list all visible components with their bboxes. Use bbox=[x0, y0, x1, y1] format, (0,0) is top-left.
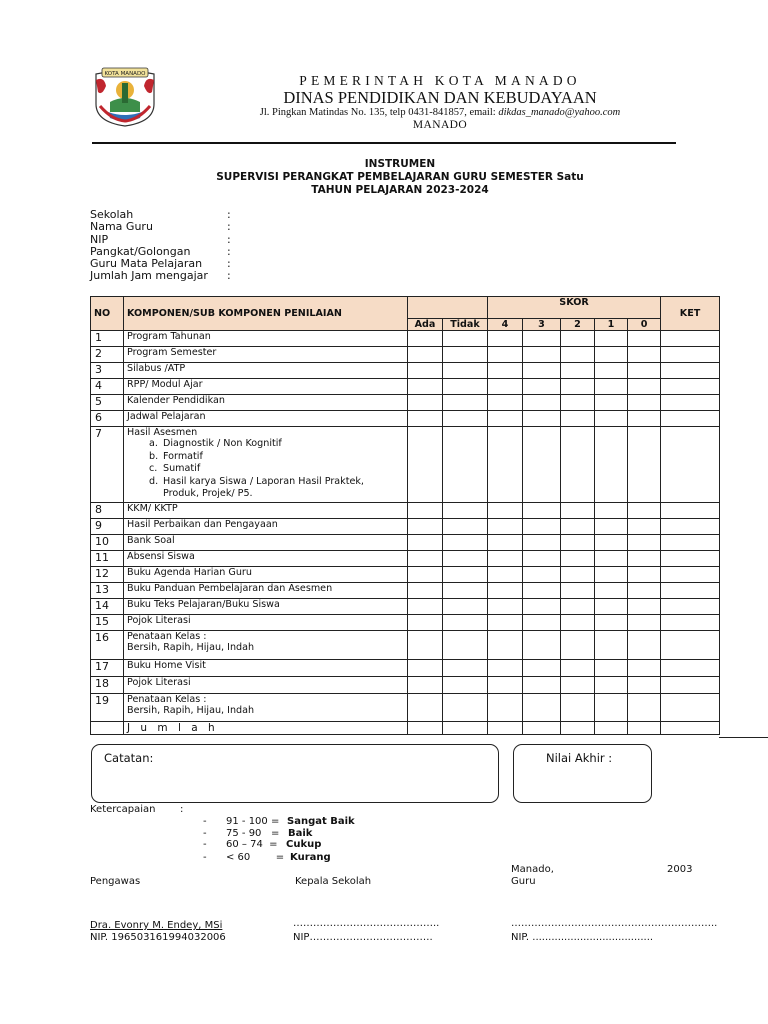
list-item: c. Sumatif bbox=[149, 463, 201, 475]
cell-tidak[interactable] bbox=[443, 583, 488, 599]
cell-ket[interactable] bbox=[661, 677, 720, 694]
cell-tidak[interactable] bbox=[443, 411, 488, 427]
header-score-3: 3 bbox=[523, 319, 561, 331]
city-logo bbox=[92, 66, 158, 128]
table-extension-line bbox=[719, 737, 768, 738]
total-row bbox=[91, 722, 720, 735]
cell-score-2[interactable] bbox=[561, 503, 595, 519]
cell-score-3[interactable] bbox=[523, 411, 561, 427]
identity-row-hours: Jumlah Jam mengajar : bbox=[90, 269, 231, 283]
table-row: 2 Program Semester bbox=[91, 347, 720, 363]
cell-ket[interactable] bbox=[661, 694, 720, 722]
total-tidak[interactable] bbox=[443, 722, 488, 735]
cell-ket[interactable] bbox=[661, 551, 720, 567]
notes-label: Catatan: bbox=[104, 751, 154, 765]
cell-tidak[interactable] bbox=[443, 551, 488, 567]
cell-ada[interactable] bbox=[408, 379, 443, 395]
cell-score-2[interactable] bbox=[561, 599, 595, 615]
cell-score-2[interactable] bbox=[561, 395, 595, 411]
level-dash: - bbox=[203, 852, 207, 863]
cell-score-0[interactable] bbox=[628, 395, 661, 411]
cell-score-0[interactable] bbox=[628, 411, 661, 427]
cell-tidak[interactable] bbox=[443, 395, 488, 411]
cell-score-0[interactable] bbox=[628, 615, 661, 631]
cell-score-0[interactable] bbox=[628, 331, 661, 347]
level-grade: Kurang bbox=[290, 852, 331, 863]
pengawas-nip: NIP. 196503161994032006 bbox=[90, 932, 226, 943]
table-row: 8 KKM/ KKTP bbox=[91, 503, 720, 519]
logo-banner-text: KOTA MANADO bbox=[104, 71, 146, 77]
cell-ada[interactable] bbox=[408, 694, 443, 722]
sign-pengawas-role: Pengawas bbox=[90, 876, 141, 887]
cell-score-2[interactable] bbox=[561, 331, 595, 347]
cell-score-2[interactable] bbox=[561, 427, 595, 503]
cell-score-0[interactable] bbox=[628, 347, 661, 363]
header-score-1: 1 bbox=[595, 319, 628, 331]
sign-year: 2003 bbox=[667, 864, 693, 875]
table-row: 16 Penataan Kelas : Bersih, Rapih, Hijau, Indah bbox=[91, 631, 720, 660]
cell-score-2[interactable] bbox=[561, 411, 595, 427]
cell-ada[interactable] bbox=[408, 519, 443, 535]
header-rule bbox=[92, 142, 676, 144]
cell-tidak[interactable] bbox=[443, 379, 488, 395]
level-grade: Cukup bbox=[286, 839, 322, 850]
cell-score-3[interactable] bbox=[523, 694, 561, 722]
cell-score-3[interactable] bbox=[523, 535, 561, 551]
cell-tidak[interactable] bbox=[443, 427, 488, 503]
office-address bbox=[160, 107, 720, 118]
identity-row-subject: Guru Mata Pelajaran : bbox=[90, 257, 231, 271]
cell-score-0[interactable] bbox=[628, 567, 661, 583]
cell-score-4[interactable] bbox=[488, 503, 523, 519]
achievement-sep: : bbox=[180, 804, 184, 815]
cell-ket[interactable] bbox=[661, 567, 720, 583]
header-no: NO bbox=[91, 297, 124, 331]
cell-score-2[interactable] bbox=[561, 535, 595, 551]
header-ada: Ada bbox=[408, 319, 443, 331]
cell-score-3[interactable] bbox=[523, 615, 561, 631]
total-ada[interactable] bbox=[408, 722, 443, 735]
cell-ada[interactable] bbox=[408, 331, 443, 347]
list-item: b. Formatif bbox=[149, 450, 203, 462]
cell-ket[interactable] bbox=[661, 519, 720, 535]
table-row: 13 Buku Panduan Pembelajaran dan Asesmen bbox=[91, 583, 720, 599]
cell-ket[interactable] bbox=[661, 347, 720, 363]
cell-score-1[interactable] bbox=[595, 599, 628, 615]
table-row: 10 Bank Soal bbox=[91, 535, 720, 551]
cell-tidak[interactable] bbox=[443, 363, 488, 379]
cell-tidak[interactable] bbox=[443, 535, 488, 551]
kepala-nip: NIP………………………………. bbox=[293, 932, 433, 943]
cell-score-1[interactable] bbox=[595, 519, 628, 535]
cell-tidak[interactable] bbox=[443, 677, 488, 694]
cell-score-1[interactable] bbox=[595, 411, 628, 427]
cell-score-2[interactable] bbox=[561, 615, 595, 631]
cell-score-4[interactable] bbox=[488, 427, 523, 503]
total-score-3[interactable] bbox=[523, 722, 561, 735]
cell-score-1[interactable] bbox=[595, 583, 628, 599]
table-row: 1 Program Tahunan bbox=[91, 331, 720, 347]
cell-ket[interactable] bbox=[661, 363, 720, 379]
cell-ket[interactable] bbox=[661, 411, 720, 427]
cell-score-1[interactable] bbox=[595, 677, 628, 694]
cell-score-4[interactable] bbox=[488, 660, 523, 677]
cell-ket[interactable] bbox=[661, 660, 720, 677]
cell-ket[interactable] bbox=[661, 631, 720, 660]
cell-score-4[interactable] bbox=[488, 567, 523, 583]
cell-score-2[interactable] bbox=[561, 583, 595, 599]
pengawas-name: Dra. Evonry M. Endey, MSi bbox=[90, 920, 223, 931]
cell-score-2[interactable] bbox=[561, 567, 595, 583]
cell-ada[interactable] bbox=[408, 411, 443, 427]
cell-score-2[interactable] bbox=[561, 347, 595, 363]
final-score-label: Nilai Akhir : bbox=[546, 751, 613, 765]
cell-score-4[interactable] bbox=[488, 677, 523, 694]
identity-row-nip: NIP : bbox=[90, 232, 231, 246]
cell-score-3[interactable] bbox=[523, 427, 561, 503]
identity-row-rank: Pangkat/Golongan : bbox=[90, 244, 231, 258]
cell-ada[interactable] bbox=[408, 347, 443, 363]
cell-score-0[interactable] bbox=[628, 379, 661, 395]
cell-ket[interactable] bbox=[661, 395, 720, 411]
cell-score-0[interactable] bbox=[628, 427, 661, 503]
cell-tidak[interactable] bbox=[443, 331, 488, 347]
total-score-4[interactable] bbox=[488, 722, 523, 735]
cell-score-4[interactable] bbox=[488, 395, 523, 411]
cell-score-1[interactable] bbox=[595, 660, 628, 677]
cell-ket[interactable] bbox=[661, 535, 720, 551]
cell-score-1[interactable] bbox=[595, 694, 628, 722]
cell-score-0[interactable] bbox=[628, 503, 661, 519]
cell-score-4[interactable] bbox=[488, 631, 523, 660]
notes-box[interactable] bbox=[91, 744, 499, 803]
cell-ket[interactable] bbox=[661, 379, 720, 395]
level-dash: - bbox=[203, 839, 207, 850]
cell-score-3[interactable] bbox=[523, 551, 561, 567]
cell-ada[interactable] bbox=[408, 363, 443, 379]
cell-score-4[interactable] bbox=[488, 694, 523, 722]
cell-score-3[interactable] bbox=[523, 331, 561, 347]
cell-ket[interactable] bbox=[661, 503, 720, 519]
cell-score-4[interactable] bbox=[488, 519, 523, 535]
cell-tidak[interactable] bbox=[443, 599, 488, 615]
cell-score-4[interactable] bbox=[488, 411, 523, 427]
total-label: J u m l a h bbox=[124, 722, 408, 735]
office-city: MANADO bbox=[412, 119, 468, 131]
cell-ada[interactable] bbox=[408, 503, 443, 519]
sign-kepala-role: Kepala Sekolah bbox=[295, 876, 372, 887]
level-grade: Sangat Baik bbox=[287, 816, 355, 827]
level-range: < 60 = bbox=[226, 852, 285, 863]
cell-ket[interactable] bbox=[661, 331, 720, 347]
asesmen-list bbox=[127, 438, 404, 501]
header-skor: SKOR bbox=[488, 297, 661, 319]
cell-ada[interactable] bbox=[408, 427, 443, 503]
level-dash: - bbox=[203, 828, 207, 839]
cell-score-4[interactable] bbox=[488, 347, 523, 363]
cell-score-3[interactable] bbox=[523, 677, 561, 694]
cell-score-2[interactable] bbox=[561, 660, 595, 677]
cell-ada[interactable] bbox=[408, 551, 443, 567]
cell-tidak[interactable] bbox=[443, 519, 488, 535]
table-row: 18 Pojok Literasi bbox=[91, 677, 720, 694]
identity-row-school: Sekolah : bbox=[90, 208, 231, 221]
cell-score-3[interactable] bbox=[523, 519, 561, 535]
header-component: KOMPONEN/SUB KOMPONEN PENILAIAN bbox=[124, 297, 408, 331]
cell-score-4[interactable] bbox=[488, 583, 523, 599]
cell-score-0[interactable] bbox=[628, 583, 661, 599]
sign-place: Manado, bbox=[511, 864, 554, 875]
table-row: 19 Penataan Kelas : Bersih, Rapih, Hijau, Indah bbox=[91, 694, 720, 722]
header-ket: KET bbox=[661, 297, 720, 331]
table-row: 15 Pojok Literasi bbox=[91, 615, 720, 631]
cell-score-1[interactable] bbox=[595, 363, 628, 379]
cell-ket[interactable] bbox=[661, 427, 720, 503]
header-tidak: Tidak bbox=[443, 319, 488, 331]
cell-score-4[interactable] bbox=[488, 379, 523, 395]
total-score-1[interactable] bbox=[595, 722, 628, 735]
cell-score-1[interactable] bbox=[595, 331, 628, 347]
cell-score-4[interactable] bbox=[488, 551, 523, 567]
cell-score-3[interactable] bbox=[523, 567, 561, 583]
cell-score-3[interactable] bbox=[523, 660, 561, 677]
cell-score-2[interactable] bbox=[561, 677, 595, 694]
cell-score-2[interactable] bbox=[561, 551, 595, 567]
level-range: 75 - 90 = bbox=[226, 828, 280, 839]
cell-score-3[interactable] bbox=[523, 631, 561, 660]
cell-score-3[interactable] bbox=[523, 583, 561, 599]
sign-guru-role: Guru bbox=[511, 876, 536, 887]
table-row: 4 RPP/ Modul Ajar bbox=[91, 379, 720, 395]
cell-ada[interactable] bbox=[408, 583, 443, 599]
cell-score-1[interactable] bbox=[595, 379, 628, 395]
cell-score-0[interactable] bbox=[628, 631, 661, 660]
cell-score-2[interactable] bbox=[561, 631, 595, 660]
document-title: INSTRUMEN bbox=[364, 158, 436, 170]
cell-score-4[interactable] bbox=[488, 363, 523, 379]
cell-score-1[interactable] bbox=[595, 535, 628, 551]
table-row: 11 Absensi Siswa bbox=[91, 551, 720, 567]
cell-ada[interactable] bbox=[408, 535, 443, 551]
cell-score-0[interactable] bbox=[628, 551, 661, 567]
cell-score-2[interactable] bbox=[561, 363, 595, 379]
cell-score-1[interactable] bbox=[595, 567, 628, 583]
cell-score-1[interactable] bbox=[595, 631, 628, 660]
level-dash: - bbox=[203, 816, 207, 827]
cell-ket[interactable] bbox=[661, 599, 720, 615]
total-ket[interactable] bbox=[661, 722, 720, 735]
table-row: 5 Kalender Pendidikan bbox=[91, 395, 720, 411]
table-row: 12 Buku Agenda Harian Guru bbox=[91, 567, 720, 583]
level-range: 60 – 74 = bbox=[226, 839, 278, 850]
final-score-box[interactable] bbox=[513, 744, 652, 803]
cell-tidak[interactable] bbox=[443, 660, 488, 677]
cell-score-1[interactable] bbox=[595, 347, 628, 363]
cell-score-3[interactable] bbox=[523, 599, 561, 615]
cell-ada[interactable] bbox=[408, 615, 443, 631]
cell-score-4[interactable] bbox=[488, 535, 523, 551]
cell-ket[interactable] bbox=[661, 615, 720, 631]
supervision-table bbox=[90, 296, 720, 735]
guru-name-line: …………………………………………………….. bbox=[511, 918, 718, 929]
cell-ket[interactable] bbox=[661, 583, 720, 599]
cell-ada[interactable] bbox=[408, 599, 443, 615]
list-item: a. Diagnostik / Non Kognitif bbox=[149, 438, 282, 449]
cell-score-0[interactable] bbox=[628, 519, 661, 535]
cell-score-2[interactable] bbox=[561, 519, 595, 535]
cell-tidak[interactable] bbox=[443, 615, 488, 631]
cell-score-4[interactable] bbox=[488, 599, 523, 615]
cell-score-2[interactable] bbox=[561, 379, 595, 395]
header-availability bbox=[408, 297, 488, 319]
header-score-0: 0 bbox=[628, 319, 661, 331]
cell-score-1[interactable] bbox=[595, 395, 628, 411]
total-score-0[interactable] bbox=[628, 722, 661, 735]
table-row: 6 Jadwal Pelajaran bbox=[91, 411, 720, 427]
identity-row-teacher: Nama Guru : bbox=[90, 220, 231, 234]
header-score-4: 4 bbox=[488, 319, 523, 331]
cell-score-4[interactable] bbox=[488, 615, 523, 631]
cell-score-1[interactable] bbox=[595, 503, 628, 519]
identity-section bbox=[90, 209, 231, 283]
cell-score-1[interactable] bbox=[595, 615, 628, 631]
level-range: 91 - 100 = bbox=[226, 816, 280, 827]
academic-year: TAHUN PELAJARAN 2023-2024 bbox=[311, 184, 489, 196]
cell-score-1[interactable] bbox=[595, 427, 628, 503]
total-score-2[interactable] bbox=[561, 722, 595, 735]
document-subtitle: SUPERVISI PERANGKAT PEMBELAJARAN GURU SEMESTER Satu bbox=[216, 171, 584, 183]
cell-ada[interactable] bbox=[408, 677, 443, 694]
cell-tidak[interactable] bbox=[443, 503, 488, 519]
cell-score-3[interactable] bbox=[523, 347, 561, 363]
cell-score-0[interactable] bbox=[628, 363, 661, 379]
cell-score-3[interactable] bbox=[523, 379, 561, 395]
cell-ada[interactable] bbox=[408, 660, 443, 677]
cell-ada[interactable] bbox=[408, 395, 443, 411]
cell-score-0[interactable] bbox=[628, 599, 661, 615]
header-score-2: 2 bbox=[561, 319, 595, 331]
level-grade: Baik bbox=[288, 828, 313, 839]
address-text: Jl. Pingkan Matindas No. 135, telp 0431-841857, email: bbox=[259, 107, 499, 118]
kepala-name-line: …………………………………….. bbox=[293, 918, 440, 929]
achievement-label: Ketercapaian bbox=[90, 804, 156, 815]
cell-score-3[interactable] bbox=[523, 503, 561, 519]
cell-score-4[interactable] bbox=[488, 331, 523, 347]
cell-score-3[interactable] bbox=[523, 363, 561, 379]
cell-score-2[interactable] bbox=[561, 694, 595, 722]
department-name: DINAS PENDIDIKAN DAN KEBUDAYAAN bbox=[283, 88, 597, 107]
cell-tidak[interactable] bbox=[443, 567, 488, 583]
cell-tidak[interactable] bbox=[443, 694, 488, 722]
cell-score-1[interactable] bbox=[595, 551, 628, 567]
cell-score-0[interactable] bbox=[628, 660, 661, 677]
email-address: dikdas_manado@yahoo.com bbox=[498, 107, 621, 118]
table-row: 17 Buku Home Visit bbox=[91, 660, 720, 677]
table-row: 7 Hasil Asesmen a. Diagnostik / Non Kognitif b. Formatif c. Sumatif d. Hasil karya Siswa / Laporan Hasil Praktek, Produk, Projek/ P5. bbox=[91, 427, 720, 503]
table-row: 14 Buku Teks Pelajaran/Buku Siswa bbox=[91, 599, 720, 615]
cell-score-3[interactable] bbox=[523, 395, 561, 411]
government-name: PEMERINTAH KOTA MANADO bbox=[299, 73, 581, 88]
cell-score-0[interactable] bbox=[628, 694, 661, 722]
table-row: 9 Hasil Perbaikan dan Pengayaan bbox=[91, 519, 720, 535]
guru-nip: NIP. ...................................... bbox=[511, 932, 654, 943]
list-item: d. Hasil karya Siswa / Laporan Hasil Praktek, Produk, Projek/ P5. bbox=[149, 475, 364, 500]
table-row: 3 Silabus /ATP bbox=[91, 363, 720, 379]
cell-ada[interactable] bbox=[408, 631, 443, 660]
cell-score-0[interactable] bbox=[628, 677, 661, 694]
cell-score-0[interactable] bbox=[628, 535, 661, 551]
cell-ada[interactable] bbox=[408, 567, 443, 583]
cell-tidak[interactable] bbox=[443, 631, 488, 660]
cell-tidak[interactable] bbox=[443, 347, 488, 363]
